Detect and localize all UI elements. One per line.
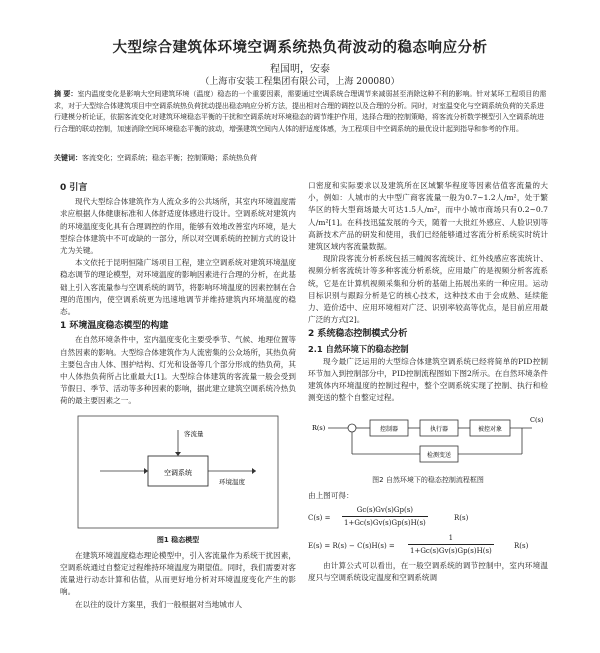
figure-1	[60, 412, 296, 532]
paper-affiliation: （上海市安装工程集团有限公司，上海 200080）	[200, 77, 400, 87]
eq2-denominator: 1+Gc(s)Gv(s)Gp(s)H(s)	[410, 547, 492, 556]
eq1-lhs: C(s) =	[308, 514, 331, 523]
eq2-rhs: R(s)	[514, 542, 529, 551]
eq1-denominator: 1+Gc(s)Gv(s)Gp(s)H(s)	[344, 519, 426, 528]
right-column	[308, 180, 548, 584]
setpoint-label: R(s)	[312, 423, 326, 432]
section21-paragraph-2: 由计算公式可以看出，在一般空调系统的调节控制中，室内环境温度只与空调系统设定温度和空调系统调	[308, 561, 548, 583]
section1-heading: 1 环境温度稳态模型的构建	[60, 321, 169, 332]
output-arrowhead	[252, 468, 256, 474]
eq2-fraction	[408, 532, 494, 557]
eq1-numerator: Gc(s)Gv(s)Gp(s)	[342, 504, 428, 517]
section21-heading: 2.1 自然环境下的稳态控制	[308, 343, 409, 354]
equation-2	[308, 532, 548, 558]
process-label: 被控对象	[477, 425, 503, 433]
left-column	[60, 180, 296, 611]
abstract	[54, 89, 548, 135]
eq2-lhs: E(s) = R(s) − C(s)H(s) =	[308, 542, 395, 551]
actuator-label: 执行器	[429, 425, 449, 433]
section21-paragraph-1: 现今最广泛运用的大型综合体建筑空调系统已经将简单的PID控制环节加入到控制部分中，PID控制流程图如下图2所示。在自然环境条件建筑体内环境温度的控制过程中，整个空调系统实现了控制、执行和检测变送的整个自整定过程。	[308, 356, 548, 403]
abstract-text: 室内温度变化是影响大空间建筑环境（温度）稳态的一个重要因素，需要通过空调系统合理调节来减弱甚至消除这种不利的影响。针对某环工程项目的需求，对于大型综合体建筑项目中空调系统热负荷扰动提出稳态响应分析方法，提出相对合理的调控以及合理的分析。同时，对室温变化与空调系统负荷的关系进行建模分析论证，依据客流变化对建筑环境稳态平衡的干扰和空调系统对环境稳态的调节维护作用，选择合理的控制策略，将客流分析数学模型引入空调系统进行合理的联动控制，加速消除空间环境稳态平衡的波动，增强建筑空间内人体的舒适度体感，为工程项目中空调系统的最优设计起到指导和参考的作用。	[54, 90, 547, 133]
input-label: 客流量	[184, 429, 204, 438]
from-figure-text: 由上图可得：	[308, 490, 354, 500]
input-arrowhead	[175, 452, 181, 456]
equation-1	[308, 504, 548, 530]
section2-heading: 2 系统稳态控制模式分析	[308, 329, 408, 340]
intro-paragraph-2: 本文依托于昆明恒隆广场项目工程，建立空调系统对建筑环境温度稳态调节的理论模型，对环境温度的影响因素进行合理的分析，在此基础上引入客流量参与空调系统的调节，将影响环境温度的因素控制在合理的范围内，使空调系统更为迅速地调节并维持建筑内环境温度的稳态。	[60, 258, 296, 317]
eq1-fraction	[342, 504, 428, 529]
section1-paragraph-2: 在建筑环境温度稳态理论模型中，引入客流量作为系统干扰因素，空调系统通过自整定过程维持环境温度为期望值。同时，我们需要对客流量进行动态计算和估值，从而更好地分析对环境温度变化产生的影响。	[60, 550, 296, 597]
keywords	[54, 153, 548, 164]
figure-2	[308, 408, 548, 472]
right-paragraph-2: 现阶段客流分析系统包括三幢阀客流统计、红外线感应客流统计、视频分析客流统计等多种客流分析系统，应用最广的是视频分析客流系统，它是在计算机视频采集和分析的基础上拓展出来的一种应用。运动目标识别与跟踪分析是它的核心技术，这种技术由于会成熟、延续能力、造价适中、应用环境相对广泛、识别率较高等优点，是目前应用最广泛的方式[2]。	[308, 254, 548, 325]
section1-paragraph-3: 在以往的设计方案里，我们一般根据对当地城市人	[75, 599, 243, 609]
keywords-text: 客流变化；空调系统；稳态平衡；控制策略；系统热负荷	[82, 154, 257, 162]
output-label: 环境温度	[219, 477, 245, 486]
system-block-label: 空调系统	[164, 468, 192, 477]
figure-1-caption: 图1 稳态模型	[156, 535, 200, 544]
summing-junction	[348, 424, 356, 432]
figure-2-caption: 图2 自然环境下的稳态控制流程框图	[372, 475, 484, 484]
controller-label: 控制器	[379, 425, 399, 433]
abstract-label: 摘 要：	[54, 90, 78, 98]
eq1-rhs: R(s)	[454, 514, 469, 523]
sensor-label: 检测变送	[426, 451, 452, 459]
intro-heading: 0 引言	[60, 183, 88, 193]
eq2-numerator: 1	[408, 532, 494, 545]
paper-title: 大型综合建筑体环境空调系统热负荷波动的稳态响应分析	[112, 40, 488, 56]
output-c-label: C(s)	[530, 415, 544, 424]
keywords-label: 关键词：	[54, 154, 82, 162]
paper-authors: 程国明，安泰	[270, 64, 330, 75]
figure-2-diagram	[308, 408, 548, 472]
intro-paragraph-1: 现代大型综合体建筑作为人流众多的公共场所，其室内环境温度需求应根据人体健康标准和人体舒适度体感进行设计。空调系统对建筑内的环境温度变化具有合理调控的作用，能够有效地改善室内环境，是大型综合体建筑中不可或缺的一部分，所以对空调系统的控制方式的设计尤为关键。	[60, 197, 296, 256]
right-paragraph-1: 口密度和实际要求以及建筑所在区域繁华程度等因素估值客流量的大小，例如：人城市的大中型广商客流量一般为0.7~1.2人/m²，处于繁华区的特大型商场最大可达1.5人/m²，而中小城市商场只有0.2~0.7人/m²[1]。在科技迅猛发展的今天，随着一大批红外感应、人脸识别等高新技术产品的研发和使用，我们已经能够通过客流分析系统实时统计建筑区域内客流量数据。	[308, 181, 548, 252]
figure-1-diagram	[60, 412, 296, 532]
left-arrowhead	[144, 468, 148, 474]
section1-paragraph-1: 在自然环境条件中，室内温度变化主要受季节、气候、地理位置等自然因素的影响。大型综合体建筑作为人流密集的公众场所，其热负荷主要包含由人体、围护结构、灯光和设备等几个部分形成的热负荷，其中人体热负荷所占比重最大[1]。大型综合体建筑的客流量一般会受到节假日、季节、活动等多种因素的影响，据此建立建筑空调系统冷热负荷的最主要因素之一。	[60, 335, 296, 406]
